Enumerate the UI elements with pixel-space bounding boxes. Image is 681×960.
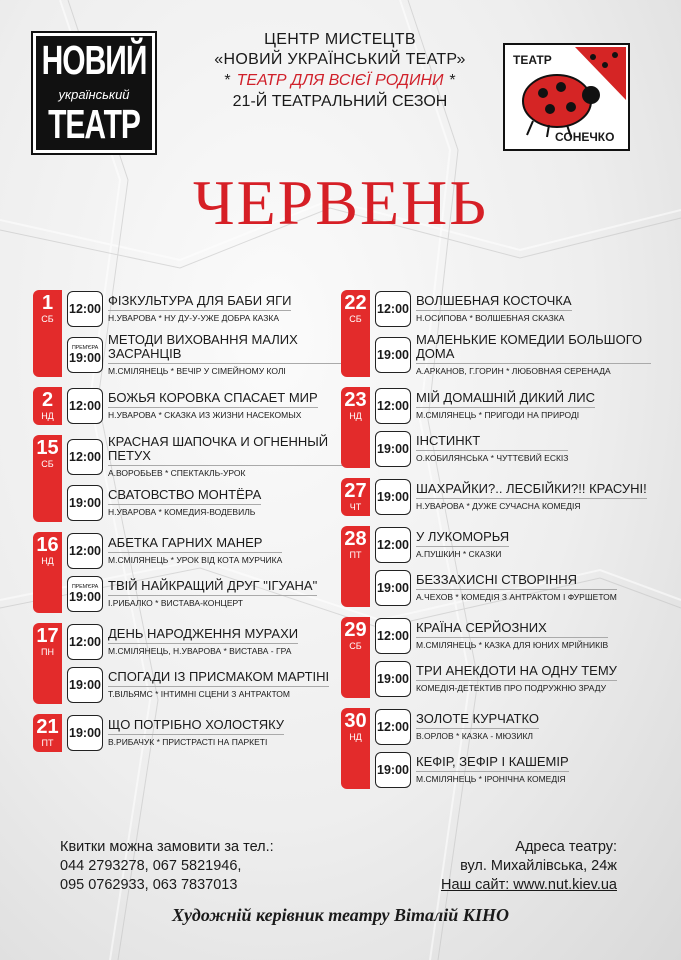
event-title: МАЛЕНЬКИЕ КОМЕДИИ БОЛЬШОГО ДОМА bbox=[416, 332, 643, 361]
day-tab bbox=[33, 532, 62, 613]
event-row[interactable] bbox=[375, 333, 651, 377]
time-box bbox=[375, 570, 411, 606]
logo-right-line1: ТЕАТР bbox=[513, 53, 552, 67]
time-box bbox=[375, 479, 411, 515]
header-line3: ТЕАТР ДЛЯ ВСІЄЇ РОДИНИ bbox=[236, 72, 444, 89]
header-line2: «НОВИЙ УКРАЇНСЬКИЙ ТЕАТР» bbox=[214, 51, 466, 68]
day-number: 27 bbox=[344, 480, 367, 502]
month-title: ЧЕРВЕНЬ bbox=[192, 167, 489, 238]
event-subtitle: А.ВОРОБЬЕВ * СПЕКТАКЛЬ-УРОК bbox=[108, 465, 343, 479]
event-row[interactable] bbox=[375, 387, 651, 425]
day-events bbox=[67, 623, 343, 704]
day-tab bbox=[33, 623, 62, 704]
star-icon: * bbox=[449, 72, 456, 89]
event-title: ФІЗКУЛЬТУРА ДЛЯ БАБИ ЯГИ bbox=[108, 293, 292, 308]
time-box bbox=[67, 485, 103, 521]
event-row[interactable] bbox=[67, 484, 343, 522]
event-time: 19:00 bbox=[377, 581, 409, 595]
day-tab bbox=[341, 617, 370, 698]
time-box bbox=[375, 291, 411, 327]
day-number: 23 bbox=[344, 389, 367, 411]
event-time: 12:00 bbox=[377, 399, 409, 413]
event-title: ТРИ АНЕКДОТИ НА ОДНУ ТЕМУ bbox=[416, 663, 617, 678]
day-tab bbox=[33, 435, 62, 522]
event-row[interactable] bbox=[67, 387, 343, 425]
event-time: 12:00 bbox=[377, 538, 409, 552]
event-subtitle: А.ПУШКИН * СКАЗКИ bbox=[416, 546, 509, 560]
event-title: ШАХРАЙКИ?.. ЛЕСБІЙКИ?!! КРАСУНІ! bbox=[416, 481, 647, 496]
day-events bbox=[375, 617, 651, 698]
event-subtitle: Н.УВАРОВА * НУ ДУ-У-УЖЕ ДОБРА КАЗКА bbox=[108, 310, 291, 324]
header-line4: 21-Й ТЕАТРАЛЬНИЙ СЕЗОН bbox=[232, 93, 448, 110]
event-title: ТВІЙ НАЙКРАЩИЙ ДРУГ "ІГУАНА" bbox=[108, 578, 318, 593]
day-events bbox=[67, 532, 343, 613]
event-text bbox=[108, 627, 298, 657]
day-block bbox=[341, 478, 651, 516]
weekday: ЧТ bbox=[349, 502, 362, 512]
schedule-right-column bbox=[341, 290, 651, 799]
event-row[interactable] bbox=[67, 666, 343, 704]
premiere-label: ПРЕМ'ЄРА bbox=[71, 345, 99, 351]
event-row[interactable] bbox=[375, 290, 651, 328]
address: вул. Михайлівська, 24ж bbox=[460, 858, 617, 874]
day-block bbox=[341, 617, 651, 698]
time-box bbox=[375, 618, 411, 654]
event-text bbox=[416, 530, 509, 560]
novyi-teatr-logo bbox=[33, 33, 155, 153]
sonechko-logo bbox=[503, 43, 630, 151]
event-subtitle: КОМЕДІЯ-ДЕТЕКТИВ ПРО ПОДРУЖНЮ ЗРАДУ bbox=[416, 680, 617, 694]
event-time: 19:00 bbox=[377, 490, 409, 504]
day-number: 17 bbox=[36, 625, 59, 647]
weekday: НД bbox=[349, 732, 362, 742]
day-tab bbox=[341, 478, 370, 516]
day-block bbox=[341, 290, 651, 377]
event-row[interactable] bbox=[375, 708, 651, 746]
weekday: СБ bbox=[41, 459, 54, 469]
event-subtitle: М.СМІЛЯНЕЦЬ * ВЕЧІР У СІМЕЙНОМУ КОЛІ bbox=[108, 363, 343, 377]
day-number: 1 bbox=[41, 292, 54, 314]
event-title: МЕТОДИ ВИХОВАННЯ МАЛИХ ЗАСРАНЦІВ bbox=[108, 332, 298, 361]
event-time: 12:00 bbox=[69, 399, 101, 413]
event-subtitle: М.СМІЛЯНЕЦЬ * КАЗКА ДЛЯ ЮНИХ МРІЙНИКІВ bbox=[416, 637, 608, 651]
event-row[interactable] bbox=[67, 623, 343, 661]
day-number: 21 bbox=[36, 716, 59, 738]
event-row[interactable] bbox=[67, 435, 343, 479]
day-block bbox=[33, 290, 343, 377]
event-title: ІНСТИНКТ bbox=[416, 433, 481, 448]
weekday: СБ bbox=[349, 641, 362, 651]
event-time: 19:00 bbox=[377, 348, 409, 362]
time-box bbox=[67, 715, 103, 751]
event-row[interactable] bbox=[67, 714, 343, 752]
event-title: КРАСНАЯ ШАПОЧКА И ОГНЕННЫЙ ПЕТУХ bbox=[108, 434, 329, 463]
day-block bbox=[33, 714, 343, 752]
event-subtitle: В.ОРЛОВ * КАЗКА - МЮЗИКЛ bbox=[416, 728, 539, 742]
tickets-info bbox=[60, 838, 274, 895]
event-text bbox=[416, 664, 617, 694]
event-time: 19:00 bbox=[69, 590, 101, 604]
event-time: 19:00 bbox=[377, 442, 409, 456]
logo-left-line3: ТЕАТР bbox=[48, 103, 140, 148]
event-row[interactable] bbox=[375, 660, 651, 698]
premiere-label: ПРЕМ'ЄРА bbox=[71, 584, 99, 590]
weekday: НД bbox=[41, 556, 54, 566]
event-time: 19:00 bbox=[69, 351, 101, 365]
tickets-label: Квитки можна замовити за тел.: bbox=[60, 839, 274, 855]
site-link[interactable]: Наш сайт: www.nut.kiev.ua bbox=[440, 877, 617, 893]
day-number: 28 bbox=[344, 528, 367, 550]
event-subtitle: Н.УВАРОВА * СКАЗКА ИЗ ЖИЗНИ НАСЕКОМЫХ bbox=[108, 407, 318, 421]
day-events bbox=[67, 290, 343, 377]
artistic-director: Художній керівник театру Віталій КІНО bbox=[171, 905, 510, 925]
event-row[interactable] bbox=[375, 478, 651, 516]
day-tab bbox=[341, 387, 370, 468]
event-subtitle: Т.ВІЛЬЯМС * ІНТИМНІ СЦЕНИ З АНТРАКТОМ bbox=[108, 686, 329, 700]
day-tab bbox=[341, 526, 370, 607]
time-box bbox=[375, 752, 411, 788]
event-row[interactable] bbox=[67, 333, 343, 377]
event-text bbox=[108, 333, 343, 377]
event-time: 19:00 bbox=[69, 726, 101, 740]
day-events bbox=[375, 290, 651, 377]
time-box bbox=[375, 661, 411, 697]
event-title: КЕФІР, ЗЕФІР І КАШЕМІР bbox=[416, 754, 569, 769]
day-tab bbox=[33, 387, 62, 425]
day-number: 22 bbox=[344, 292, 367, 314]
event-title: БОЖЬЯ КОРОВКА СПАСАЕТ МИР bbox=[108, 390, 318, 405]
event-time: 19:00 bbox=[377, 672, 409, 686]
event-subtitle: А.АРКАНОВ, Г.ГОРИН * ЛЮБОВНАЯ СЕРЕНАДА bbox=[416, 363, 651, 377]
weekday: ПТ bbox=[41, 738, 54, 748]
header-center bbox=[160, 30, 520, 112]
event-subtitle: Н.ОСИПОВА * ВОЛШЕБНАЯ СКАЗКА bbox=[416, 310, 572, 324]
time-box bbox=[375, 337, 411, 373]
time-box bbox=[375, 431, 411, 467]
event-title: АБЕТКА ГАРНИХ МАНЕР bbox=[108, 535, 263, 550]
event-row[interactable] bbox=[375, 526, 651, 564]
time-box bbox=[67, 291, 103, 327]
weekday: СБ bbox=[41, 314, 54, 324]
time-box bbox=[67, 624, 103, 660]
day-block bbox=[33, 532, 343, 613]
event-time: 19:00 bbox=[377, 763, 409, 777]
day-block bbox=[341, 526, 651, 607]
time-box bbox=[67, 337, 103, 373]
star-icon: * bbox=[224, 72, 231, 89]
event-title: КРАЇНА СЕРЙОЗНИХ bbox=[416, 620, 547, 635]
address-label: Адреса театру: bbox=[515, 839, 617, 855]
event-subtitle: М.СМІЛЯНЕЦЬ * УРОК ВІД КОТА МУРЧИКА bbox=[108, 552, 282, 566]
event-title: МІЙ ДОМАШНІЙ ДИКИЙ ЛИС bbox=[416, 390, 595, 405]
day-block bbox=[341, 708, 651, 789]
time-box bbox=[375, 527, 411, 563]
logo-left-line1: НОВИЙ bbox=[41, 39, 147, 84]
event-subtitle: М.СМІЛЯНЕЦЬ * ПРИГОДИ НА ПРИРОДІ bbox=[416, 407, 595, 421]
event-text bbox=[108, 488, 261, 518]
day-tab bbox=[33, 290, 62, 377]
event-title: ДЕНЬ НАРОДЖЕННЯ МУРАХИ bbox=[108, 626, 299, 641]
event-text bbox=[108, 391, 318, 421]
day-block bbox=[33, 623, 343, 704]
day-number: 30 bbox=[344, 710, 367, 732]
event-subtitle: Н.УВАРОВА * КОМЕДИЯ-ВОДЕВИЛЬ bbox=[108, 504, 261, 518]
day-number: 16 bbox=[36, 534, 59, 556]
day-tab bbox=[341, 290, 370, 377]
day-block bbox=[341, 387, 651, 468]
event-time: 12:00 bbox=[69, 635, 101, 649]
event-time: 19:00 bbox=[69, 678, 101, 692]
day-events bbox=[375, 708, 651, 789]
event-row[interactable] bbox=[375, 430, 651, 468]
event-text bbox=[416, 391, 595, 421]
header-slogan bbox=[160, 70, 520, 92]
day-events bbox=[67, 435, 343, 522]
event-time: 12:00 bbox=[69, 302, 101, 316]
event-subtitle: М.СМІЛЯНЕЦЬ, Н.УВАРОВА * ВИСТАВА - ГРА bbox=[108, 643, 298, 657]
event-time: 12:00 bbox=[69, 544, 101, 558]
event-text bbox=[416, 294, 572, 324]
weekday: ПТ bbox=[349, 550, 362, 560]
weekday: НД bbox=[41, 411, 54, 421]
event-subtitle: В.РИБАЧУК * ПРИСТРАСТІ НА ПАРКЕТІ bbox=[108, 734, 284, 748]
event-text bbox=[416, 712, 539, 742]
event-subtitle: І.РИБАЛКО * ВИСТАВА-КОНЦЕРТ bbox=[108, 595, 317, 609]
day-events bbox=[375, 526, 651, 607]
event-time: 12:00 bbox=[377, 720, 409, 734]
day-events bbox=[67, 387, 343, 425]
event-text bbox=[108, 435, 343, 479]
event-row[interactable] bbox=[67, 575, 343, 613]
event-row[interactable] bbox=[375, 751, 651, 789]
day-number: 29 bbox=[344, 619, 367, 641]
day-number: 2 bbox=[41, 389, 54, 411]
event-time: 19:00 bbox=[69, 496, 101, 510]
event-row[interactable] bbox=[375, 617, 651, 655]
event-text bbox=[108, 294, 291, 324]
event-subtitle: А.ЧЕХОВ * КОМЕДІЯ З АНТРАКТОМ І ФУРШЕТОМ bbox=[416, 589, 617, 603]
address-info bbox=[441, 838, 617, 895]
day-events bbox=[375, 387, 651, 468]
event-title: ВОЛШЕБНАЯ КОСТОЧКА bbox=[416, 293, 572, 308]
weekday: ПН bbox=[41, 647, 54, 657]
event-time: 12:00 bbox=[377, 629, 409, 643]
time-box bbox=[67, 576, 103, 612]
event-text bbox=[416, 755, 569, 785]
event-row[interactable] bbox=[67, 532, 343, 570]
event-text bbox=[416, 434, 568, 464]
phones-line2: 095 0762933, 063 7837013 bbox=[60, 877, 238, 893]
event-title: СВАТОВСТВО МОНТЁРА bbox=[108, 487, 262, 502]
day-events bbox=[375, 478, 651, 516]
event-row[interactable] bbox=[375, 569, 651, 607]
time-box bbox=[67, 667, 103, 703]
day-number: 15 bbox=[36, 437, 59, 459]
time-box bbox=[67, 439, 103, 475]
event-subtitle: О.КОБИЛЯНСЬКА * ЧУТТЄВИЙ ЕСКІЗ bbox=[416, 450, 568, 464]
day-tab bbox=[341, 708, 370, 789]
logo-left-line2: український bbox=[58, 87, 130, 102]
day-block bbox=[33, 387, 343, 425]
time-box bbox=[375, 388, 411, 424]
event-row[interactable] bbox=[67, 290, 343, 328]
logo-right-line2: СОНЕЧКО bbox=[555, 130, 615, 144]
event-text bbox=[416, 621, 608, 651]
time-box bbox=[67, 388, 103, 424]
weekday: НД bbox=[349, 411, 362, 421]
event-title: СПОГАДИ ІЗ ПРИСМАКОМ МАРТІНІ bbox=[108, 669, 330, 684]
day-tab bbox=[33, 714, 62, 752]
event-text bbox=[416, 333, 651, 377]
event-title: ЩО ПОТРІБНО ХОЛОСТЯКУ bbox=[108, 717, 285, 732]
time-box bbox=[67, 533, 103, 569]
weekday: СБ bbox=[349, 314, 362, 324]
event-text bbox=[416, 482, 647, 512]
event-text bbox=[108, 536, 282, 566]
event-text bbox=[108, 718, 284, 748]
event-subtitle: М.СМІЛЯНЕЦЬ * ІРОНІЧНА КОМЕДІЯ bbox=[416, 771, 569, 785]
event-text bbox=[416, 573, 617, 603]
day-block bbox=[33, 435, 343, 522]
event-title: БЕЗЗАХИСНІ СТВОРІННЯ bbox=[416, 572, 578, 587]
event-subtitle: Н.УВАРОВА * ДУЖЕ СУЧАСНА КОМЕДІЯ bbox=[416, 498, 647, 512]
time-box bbox=[375, 709, 411, 745]
event-title: У ЛУКОМОРЬЯ bbox=[416, 529, 510, 544]
day-events bbox=[67, 714, 343, 752]
event-text bbox=[108, 579, 317, 609]
phones-line1: 044 2793278, 067 5821946, bbox=[60, 858, 242, 874]
event-title: ЗОЛОТЕ КУРЧАТКО bbox=[416, 711, 539, 726]
event-time: 12:00 bbox=[377, 302, 409, 316]
event-time: 12:00 bbox=[69, 450, 101, 464]
schedule-left-column bbox=[33, 290, 343, 762]
event-text bbox=[108, 670, 329, 700]
header-line1: ЦЕНТР МИСТЕЦТВ bbox=[264, 31, 416, 48]
